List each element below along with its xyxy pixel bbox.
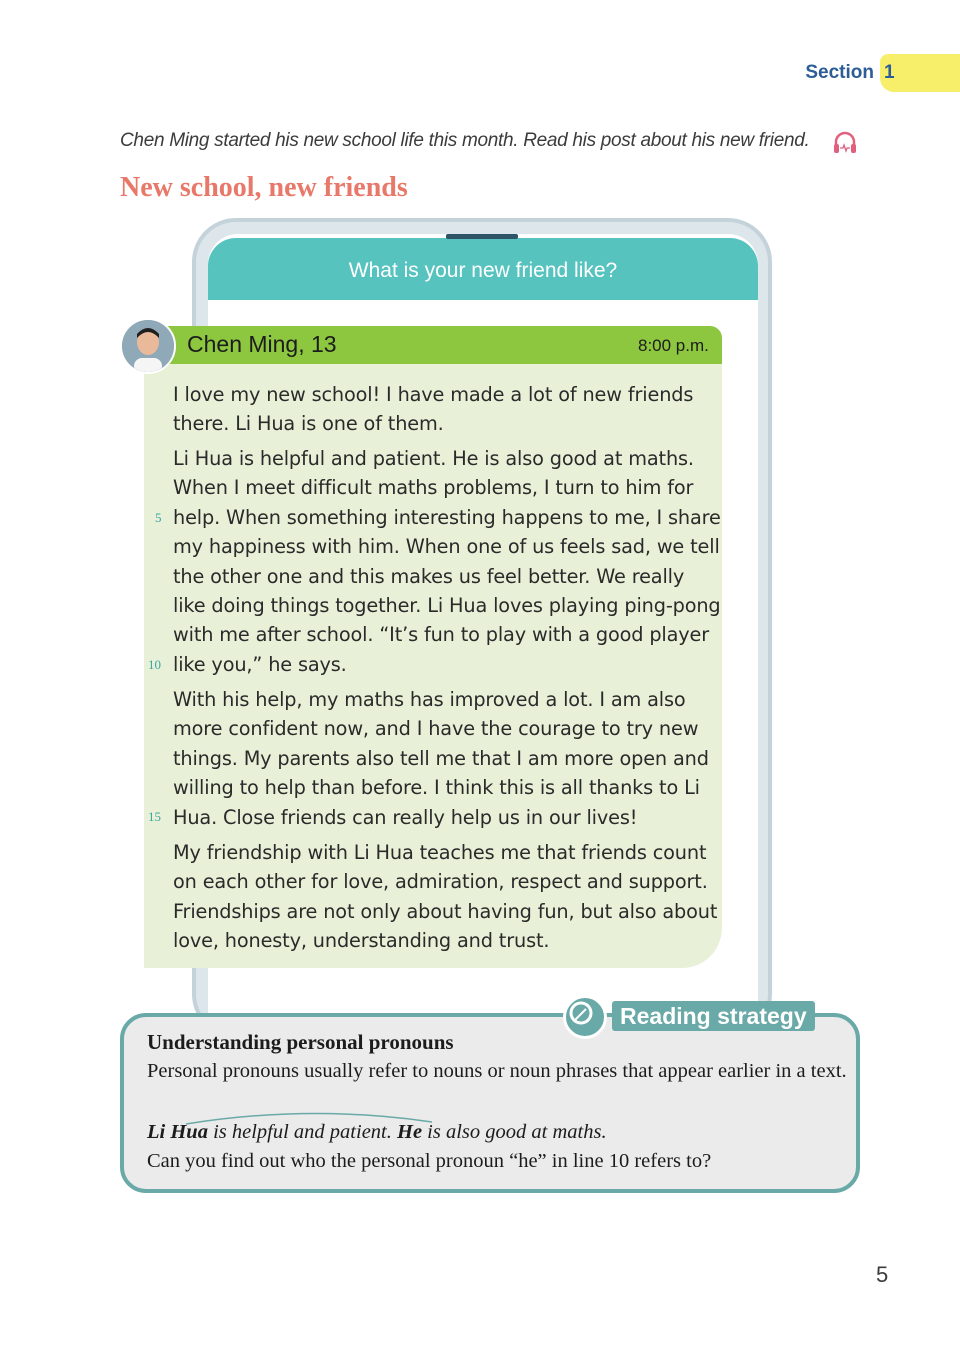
post-paragraph-2: Li Hua is helpful and patient. He is also good at maths. When I meet difficult maths problems, I turn to him for help. When something interesting happens to me, I share my happiness with him. When one of us feels sad, we tell the other one and this makes us feel better. We really like doing things together. Li Hua loves playing ping-pong with me after school. “It’s fun to play with a good player like you,” he says.: [173, 447, 721, 676]
example-noun: Li Hua: [147, 1121, 208, 1143]
page-title: New school, new friends: [120, 172, 408, 203]
phone-notch: [446, 234, 518, 239]
line-number: 10: [148, 657, 161, 672]
magnifier-icon: [563, 995, 607, 1039]
reading-strategy-text: Personal pronouns usually refer to nouns or noun phrases that appear earlier in a text.: [147, 1060, 847, 1082]
section-label: Section: [805, 62, 874, 83]
phone-header: What is your new friend like?: [208, 238, 758, 300]
page-number: 5: [876, 1262, 889, 1287]
post-author: Chen Ming, 13: [187, 331, 337, 357]
post-paragraph-3: With his help, my maths has improved a lot. I am also more confident now, and I have the courage to try new things. My parents also tell me that I am more open and willing to help than before. I think this is all thanks to Li Hua. Close friends can really help us in our lives!: [173, 688, 709, 829]
headphone-icon[interactable]: [832, 130, 858, 161]
example-text-1: is helpful and patient.: [207, 1121, 397, 1143]
reading-strategy-question: Can you find out who the personal pronoun “he” in line 10 refers to?: [147, 1150, 712, 1172]
section-number: 1: [884, 62, 895, 83]
post-time: 8:00 p.m.: [638, 336, 709, 355]
post-paragraph-4: My friendship with Li Hua teaches me that friends count on each other for love, admiration, respect and support. Friendships are not only about having fun, but also about love, honesty, understanding and trust.: [173, 841, 718, 953]
intro-text: Chen Ming started his new school life this month. Read his post about his new friend.: [120, 130, 810, 151]
example-pronoun: He: [397, 1121, 423, 1143]
avatar: [120, 318, 176, 374]
reading-strategy-badge: Reading strategy: [612, 1001, 815, 1031]
example-text-2: is also good at maths.: [422, 1121, 607, 1143]
line-number: 5: [155, 510, 162, 525]
reading-strategy-heading: Understanding personal pronouns: [147, 1030, 454, 1054]
line-number: 15: [148, 809, 161, 824]
post-paragraph-1: I love my new school! I have made a lot of new friends there. Li Hua is one of them.: [173, 383, 694, 436]
reading-strategy-example: [147, 1121, 607, 1144]
